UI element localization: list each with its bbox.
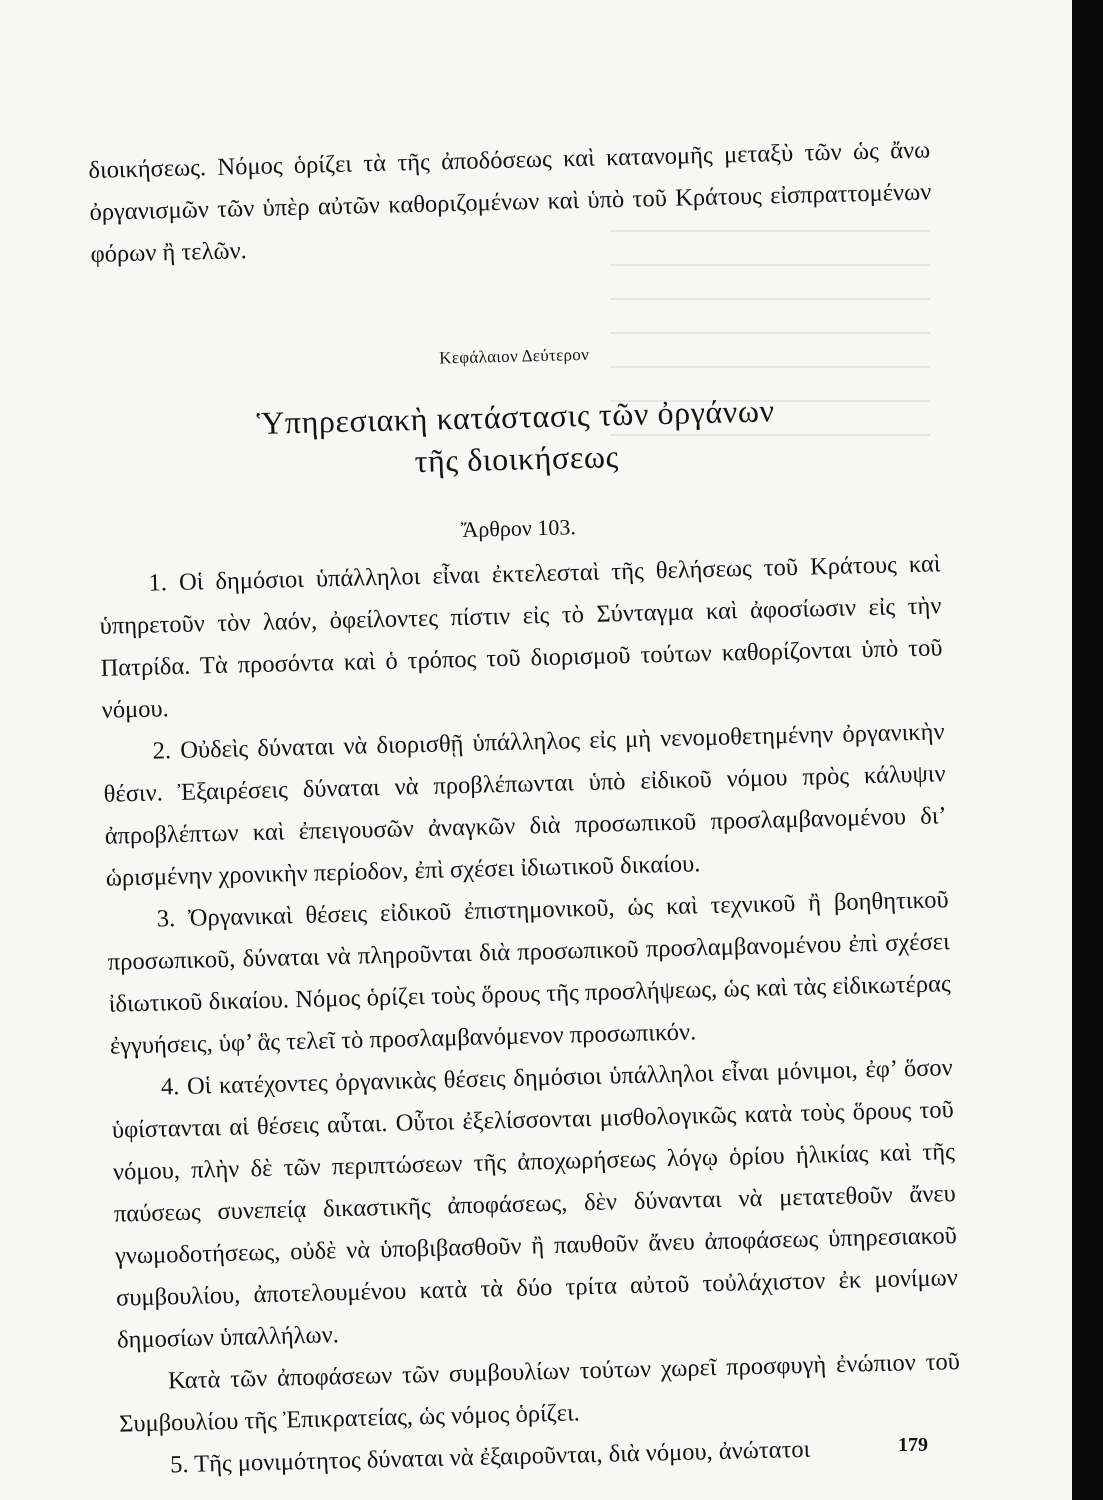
scan-edge-shadow [1072,0,1103,1500]
article-paragraph-5: 5. Τῆς μονιμότητος δύναται νὰ ἐξαιροῦνται, διὰ νόμου, ἀνώτατοι [169,1435,811,1479]
chapter-title-line-2: τῆς διοικήσεως [414,438,620,480]
article-paragraph-3: 3. Ὀργανικαὶ θέσεις εἰδικοῦ ἐπιστημονικοῦ, ὡς καὶ τεχνικοῦ ἢ βοηθητικοῦ προσωπικοῦ, δύναται νὰ πληροῦνται διὰ προσωπικοῦ προσλαμβανομένου ἐπὶ σχέσει ἰδιωτικοῦ δικαίου. Νόμος ὁρίζει τοὺς ὅρους τῆς προσλήψεως, ὡς καὶ τὰς εἰδικωτέρας ἐγγυήσεις, ὑφ’ ἃς τελεῖ τὸ προσλαμβανόμενον προσωπικόν. [107,886,951,1060]
article-paragraph-4-appeal: Κατὰ τῶν ἀποφάσεων τῶν συμβουλίων τούτων χωρεῖ προσφυγὴ ἐνώπιον τοῦ Συμβουλίου τῆς Ἐπικρατείας, ὡς νόμος ὁρίζει. [118,1348,961,1438]
chapter-title-line-1: Ὑπηρεσιακὴ κατάστασις τῶν ὀργάνων [256,392,776,441]
article-paragraph-2: 2. Οὐδεὶς δύναται νὰ διορισθῇ ὑπάλληλος εἰς μὴ νενομοθετημένην ὀργανικὴν θέσιν. Ἐξαιρέσεις δύναται νὰ προβλέπωνται ὑπὸ εἰδικοῦ νόμου πρὸς κάλυψιν ἀπροβλέπτων καὶ ἐπειγουσῶν ἀναγκῶν διὰ προσωπικοῦ προσλαμβανομένου δι’ ὡρισμένην χρονικὴν περίοδον, ἐπὶ σχέσει ἰδιωτικοῦ δικαίου. [103,718,947,892]
chapter-label: Κεφάλαιον Δεύτερον [439,344,590,368]
page-content [88,129,962,1487]
page-number: 179 [898,1434,928,1456]
article-paragraph-1: 1. Οἱ δημόσιοι ὑπάλληλοι εἶναι ἐκτελεσταὶ τῆς θελήσεως τοῦ Κράτους καὶ ὑπηρετοῦν τὸν λαόν, ὀφείλοντες πίστιν εἰς τὸ Σύνταγμα καὶ ἀφοσίωσιν εἰς τὴν Πατρίδα. Τὰ προσόντα καὶ ὁ τρόπος τοῦ διορισμοῦ τούτων καθορίζονται ὑπὸ τοῦ νόμου. [99,550,943,724]
article-heading: Ἄρθρον 103. [460,514,577,542]
chapter-title [94,385,938,490]
article-paragraph-4: 4. Οἱ κατέχοντες ὀργανικὰς θέσεις δημόσιοι ὑπάλληλοι εἶναι μόνιμοι, ἐφ’ ὅσον ὑφίστανται αἱ θέσεις αὗται. Οὗτοι ἐξελίσσονται μισθολογικῶς κατὰ τοὺς ὅρους τοῦ νόμου, πλὴν δὲ τῶν περιπτώσεων τῆς ἀποχωρήσεως λόγῳ ὁρίου ἡλικίας καὶ τῆς παύσεως συνεπείᾳ δικαστικῆς ἀποφάσεως, δὲν δύνανται νὰ μετατεθοῦν ἄνευ γνωμοδοτήσεως, οὐδὲ νὰ ὑποβιβασθοῦν ἢ παυθοῦν ἄνευ ἀποφάσεως ὑπηρεσιακοῦ συμβουλίου, ἀποτελουμένου κατὰ τὰ δύο τρίτα αὐτοῦ τοὐλάχιστον ἐκ μονίμων δημοσίων ὑπαλλήλων. [111,1054,959,1354]
intro-paragraph: διοικήσεως. Νόμος ὁρίζει τὰ τῆς ἀποδόσεως καὶ κατανομῆς μεταξὺ τῶν ὡς ἄνω ὀργανισμῶν τῶν ὑπὲρ αὐτῶν καθοριζομένων καὶ ὑπὸ τοῦ Κράτους εἰσπραττομένων φόρων ἢ τελῶν. [88,136,932,268]
